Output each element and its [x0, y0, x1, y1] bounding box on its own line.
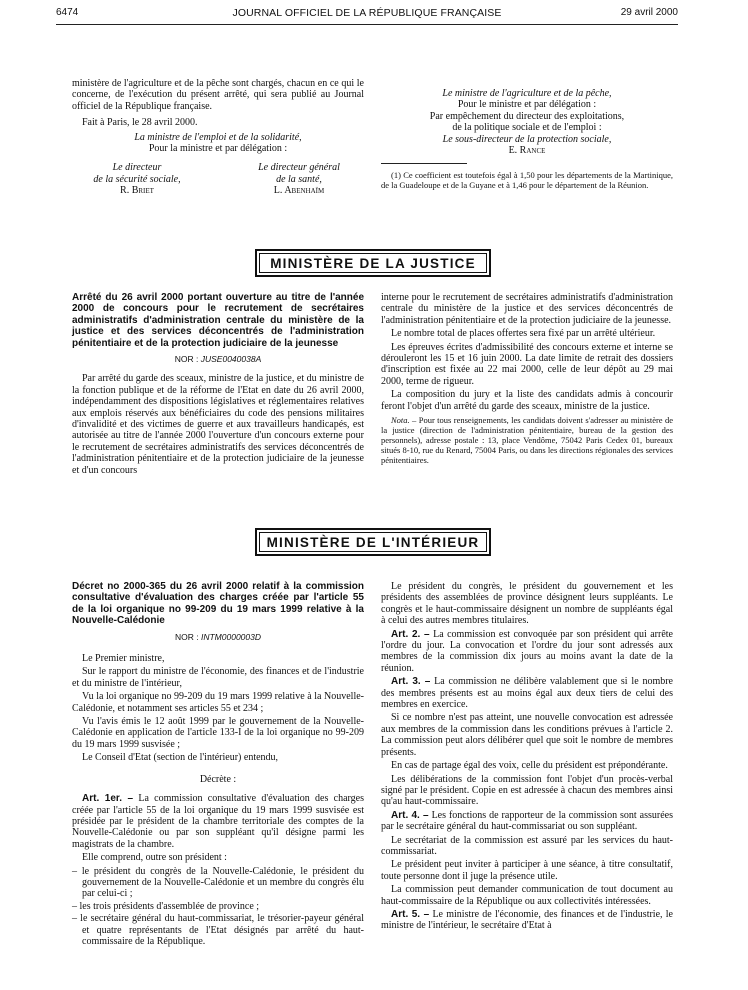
article-1	[72, 793, 364, 850]
closing-paragraph: ministère de l'agriculture et de la pêche sont chargés, chacun en ce qui le concerne, de l'exécution du présent arrêté, qui sera publié au Journal officiel de la République française.	[72, 78, 364, 112]
nor-reference	[72, 354, 364, 365]
nor-code: INTM0000003D	[200, 631, 261, 642]
decret-title: Décret no 2000-365 du 26 avril 2000 relatif à la commission consultative d'évaluation des charges créée par l'article 55 de la loi organique no 99-209 du 19 mars 1999 relative à la Nouvelle-Calédonie	[72, 581, 364, 627]
decret-paragraph: Le Premier ministre,	[82, 653, 165, 665]
nor-label: NOR :	[174, 354, 199, 365]
justice-right-column	[381, 292, 673, 465]
delegation-line: Pour la ministre et par délégation :	[148, 143, 288, 155]
article-label: Art. 5. –	[391, 908, 430, 920]
decret-paragraph: Le président du congrès, le président du gouvernement et les présidents des assemblées de province désignent leurs suppléants. Le congrès et le haut-commissaire désignent un nombre de suppléants égal à celui des autres membres titulaires.	[381, 581, 673, 627]
decret-paragraph: Vu la loi organique no 99-209 du 19 mars 1999 relative à la Nouvelle-Calédonie, et notamment ses articles 55 et 234 ;	[72, 691, 364, 714]
decret-paragraph: La commission peut demander communication de tout document au haut-commissaire de la République ou aux collectivités intéressées.	[381, 884, 673, 907]
article-3	[381, 676, 673, 710]
sig-title: Le directeur	[112, 162, 162, 174]
section-title: MINISTÈRE DE LA JUSTICE	[270, 256, 476, 271]
page-header	[56, 6, 678, 25]
justice-paragraph: Par arrêté du garde des sceaux, ministre de la justice, et du ministre de la fonction publique et de la réforme de l'Etat en date du 26 avril 2000, indépendamment des dispositions législatives et réglementaires relatives aux emplois réservés aux bénéficiaires du code des pensions militaires d'invalidité et des victimes de guerre et aux travailleurs handicapés, est autorisée au titre de l'année 2000 l'ouverture d'un concours externe pour le recrutement de secrétaires administratifs des services déconcentrés de l'administration pénitentiaire et de la protection judiciaire de la jeunesse et d'un concours	[72, 373, 364, 476]
footnote-rule	[381, 163, 467, 164]
nota-label: Nota. –	[391, 415, 417, 426]
ministere-justice-heading	[255, 249, 491, 277]
list-item: – le président du congrès de la Nouvelle-Calédonie, le président du gouvernement de la Nouvelle-Calédonie et un membre du congrès élu par celui-ci ;	[72, 865, 364, 900]
article-text: Les fonctions de rapporteur de la commission sont assurées par le secrétaire général du haut-commissariat ou son suppléant.	[381, 809, 673, 833]
empechement-line: Par empêchement du directeur des exploitations,	[429, 110, 625, 122]
sig-name: L. Abenhaïm	[273, 185, 325, 197]
interieur-left-column	[72, 581, 364, 948]
nor-label: NOR :	[174, 631, 199, 642]
fait-a-paris: Fait à Paris, le 28 avril 2000.	[82, 117, 198, 129]
list-item: – les trois présidents d'assemblée de province ;	[72, 900, 260, 912]
decret-paragraph: En cas de partage égal des voix, celle du président est prépondérante.	[391, 760, 668, 772]
journal-title: JOURNAL OFFICIEL DE LA RÉPUBLIQUE FRANÇAISE	[232, 7, 502, 19]
nor-reference	[72, 632, 364, 643]
section-title: MINISTÈRE DE L'INTÉRIEUR	[266, 535, 480, 550]
top-right-column	[381, 88, 673, 190]
article-label: Art. 2. –	[391, 628, 430, 640]
justice-paragraph: Les épreuves écrites d'admissibilité des concours externe et interne se dérouleront les 15 et 16 juin 2000. La date limite de retrait des dossiers d'inscription est fixée au 22 mai 2000, celle de leur dépôt au 29 mai 2000, terme de rigueur.	[381, 341, 673, 387]
sous-directeur-line: Le sous-directeur de la protection sociale,	[442, 133, 612, 145]
decret-paragraph: Le Conseil d'Etat (section de l'intérieur) entendu,	[82, 752, 279, 764]
justice-paragraph: interne pour le recrutement de secrétaires administratifs d'administration centrale du ministère de la justice et des services déconcentrés de l'administration pénitentiaire et de la protection judiciaire de la jeunesse.	[381, 292, 673, 326]
decret-paragraph: Les délibérations de la commission font l'objet d'un procès-verbal signé par le président. Copie en est adressée à chacun des membres ainsi qu'au haut-commissaire.	[381, 773, 673, 808]
decret-paragraph: Sur le rapport du ministre de l'économie, des finances et de l'industrie et du ministre de l'intérieur,	[72, 666, 364, 689]
ministere-interieur-heading	[255, 528, 491, 556]
page-number: 6474	[56, 7, 79, 18]
article-text: La commission consultative d'évaluation des charges créée par l'article 55 de la loi organique du 19 mars 1999 susvisée est présidée par le président de la chambre territoriale des comptes de la Nouvelle-Calédonie ou par son suppléant qu'il désigne parmi les magistrats de la chambre.	[72, 793, 365, 850]
list-item: – le secrétaire général du haut-commissariat, le trésorier-payeur général et quatre représentants de l'Etat désignés par arrêté du haut-commissaire de la République.	[72, 913, 364, 947]
decret-paragraph: Le secrétariat de la commission est assuré par les services du haut-commissariat.	[381, 834, 673, 857]
decret-paragraph: Vu l'avis émis le 12 août 1999 par le gouvernement de la Nouvelle-Calédonie en application de l'article 133-I de la loi organique no 99-209 du 19 mars 1999 susvisée ;	[72, 716, 364, 750]
sig-title: de la sécurité sociale,	[93, 173, 181, 185]
article-label: Art. 4. –	[391, 809, 429, 821]
article-text: La commission est convoquée par son président qui arrête l'ordre du jour. La convocation et l'ordre du jour sont adressés aux membres de la commission dix jours au moins avant la date de la réunion.	[381, 628, 673, 674]
nota-text: Pour tous renseignements, les candidats doivent s'adresser au ministère de la justice (direction de l'administration pénitentiaire, bureau de la gestion des personnels), adresse postale : 13, place Vendôme, 75042 Paris Cedex 01, bureaux situés 8-10, rue du Renard, 75004 Paris, ou dans les directions régionales des services pénitentiaires.	[381, 415, 673, 466]
top-left-column	[72, 78, 364, 210]
arrete-title: Arrêté du 26 avril 2000 portant ouverture au titre de l'année 2000 de concours pour le recrutement de secrétaires administratifs d'administration centrale du ministère de la justice et des services déconcentrés de l'administration pénitentiaire et de la protection judiciaire de la jeunesse	[72, 292, 364, 349]
agri-signatory: E. Rance	[508, 145, 546, 157]
decret-paragraph: Si ce nombre n'est pas atteint, une nouvelle convocation est adressée aux membres de la commission dans les conditions prévues à l'article 2. La commission peut alors délibérer quel que soit le nombre de membres présents.	[381, 712, 673, 758]
justice-left-column	[72, 292, 364, 478]
signatures-block	[72, 162, 364, 210]
sig-title: Le directeur général	[258, 162, 340, 174]
sig-title: de la santé,	[276, 173, 322, 185]
sig-name: R. Briet	[120, 185, 154, 197]
footnote: (1) Ce coefficient est toutefois égal à 1,50 pour les départements de la Martinique, de la Guadeloupe et de la Guyane et à 1,46 pour le département de la Réunion.	[381, 170, 673, 191]
empechement-line-2: de la politique sociale et de l'emploi :	[452, 122, 602, 134]
article-label: Art. 3. –	[391, 676, 431, 688]
issue-date: 29 avril 2000	[620, 7, 678, 18]
article-5	[381, 909, 673, 932]
justice-paragraph: La composition du jury et la liste des candidats admis à concourir feront l'objet d'un arrêté du garde des sceaux, ministre de la justice.	[381, 389, 673, 412]
decret-paragraph: Le président peut inviter à participer à une séance, à titre consultatif, toute personne dont il juge la présence utile.	[381, 859, 673, 882]
article-text: Le ministre de l'économie, des finances et de l'industrie, le ministre de l'intérieur, le secrétaire d'Etat à	[381, 908, 673, 932]
signature-sante	[234, 162, 364, 196]
nor-code: JUSE0040038A	[200, 354, 262, 365]
decret-paragraph: Elle comprend, outre son président :	[82, 852, 227, 864]
agri-minister-line: Le ministre de l'agriculture et de la pêche,	[442, 88, 612, 99]
article-2	[381, 629, 673, 675]
justice-paragraph: Le nombre total de places offertes sera fixé par un arrêté ultérieur.	[391, 328, 656, 340]
nota-block	[381, 415, 673, 465]
agri-delegation-line: Pour le ministre et par délégation :	[457, 99, 597, 111]
signature-secu	[72, 162, 202, 196]
membership-list	[72, 866, 364, 948]
interieur-right-column	[381, 581, 673, 934]
article-text: La commission ne délibère valablement que si le nombre des membres présents est au moins égal aux deux tiers de celui des membres en exercice.	[381, 676, 673, 711]
minister-line: La ministre de l'emploi et de la solidarité,	[134, 131, 302, 143]
article-label: Art. 1er. –	[82, 793, 134, 805]
decrete-line: Décrète :	[199, 773, 237, 785]
article-4	[381, 810, 673, 833]
